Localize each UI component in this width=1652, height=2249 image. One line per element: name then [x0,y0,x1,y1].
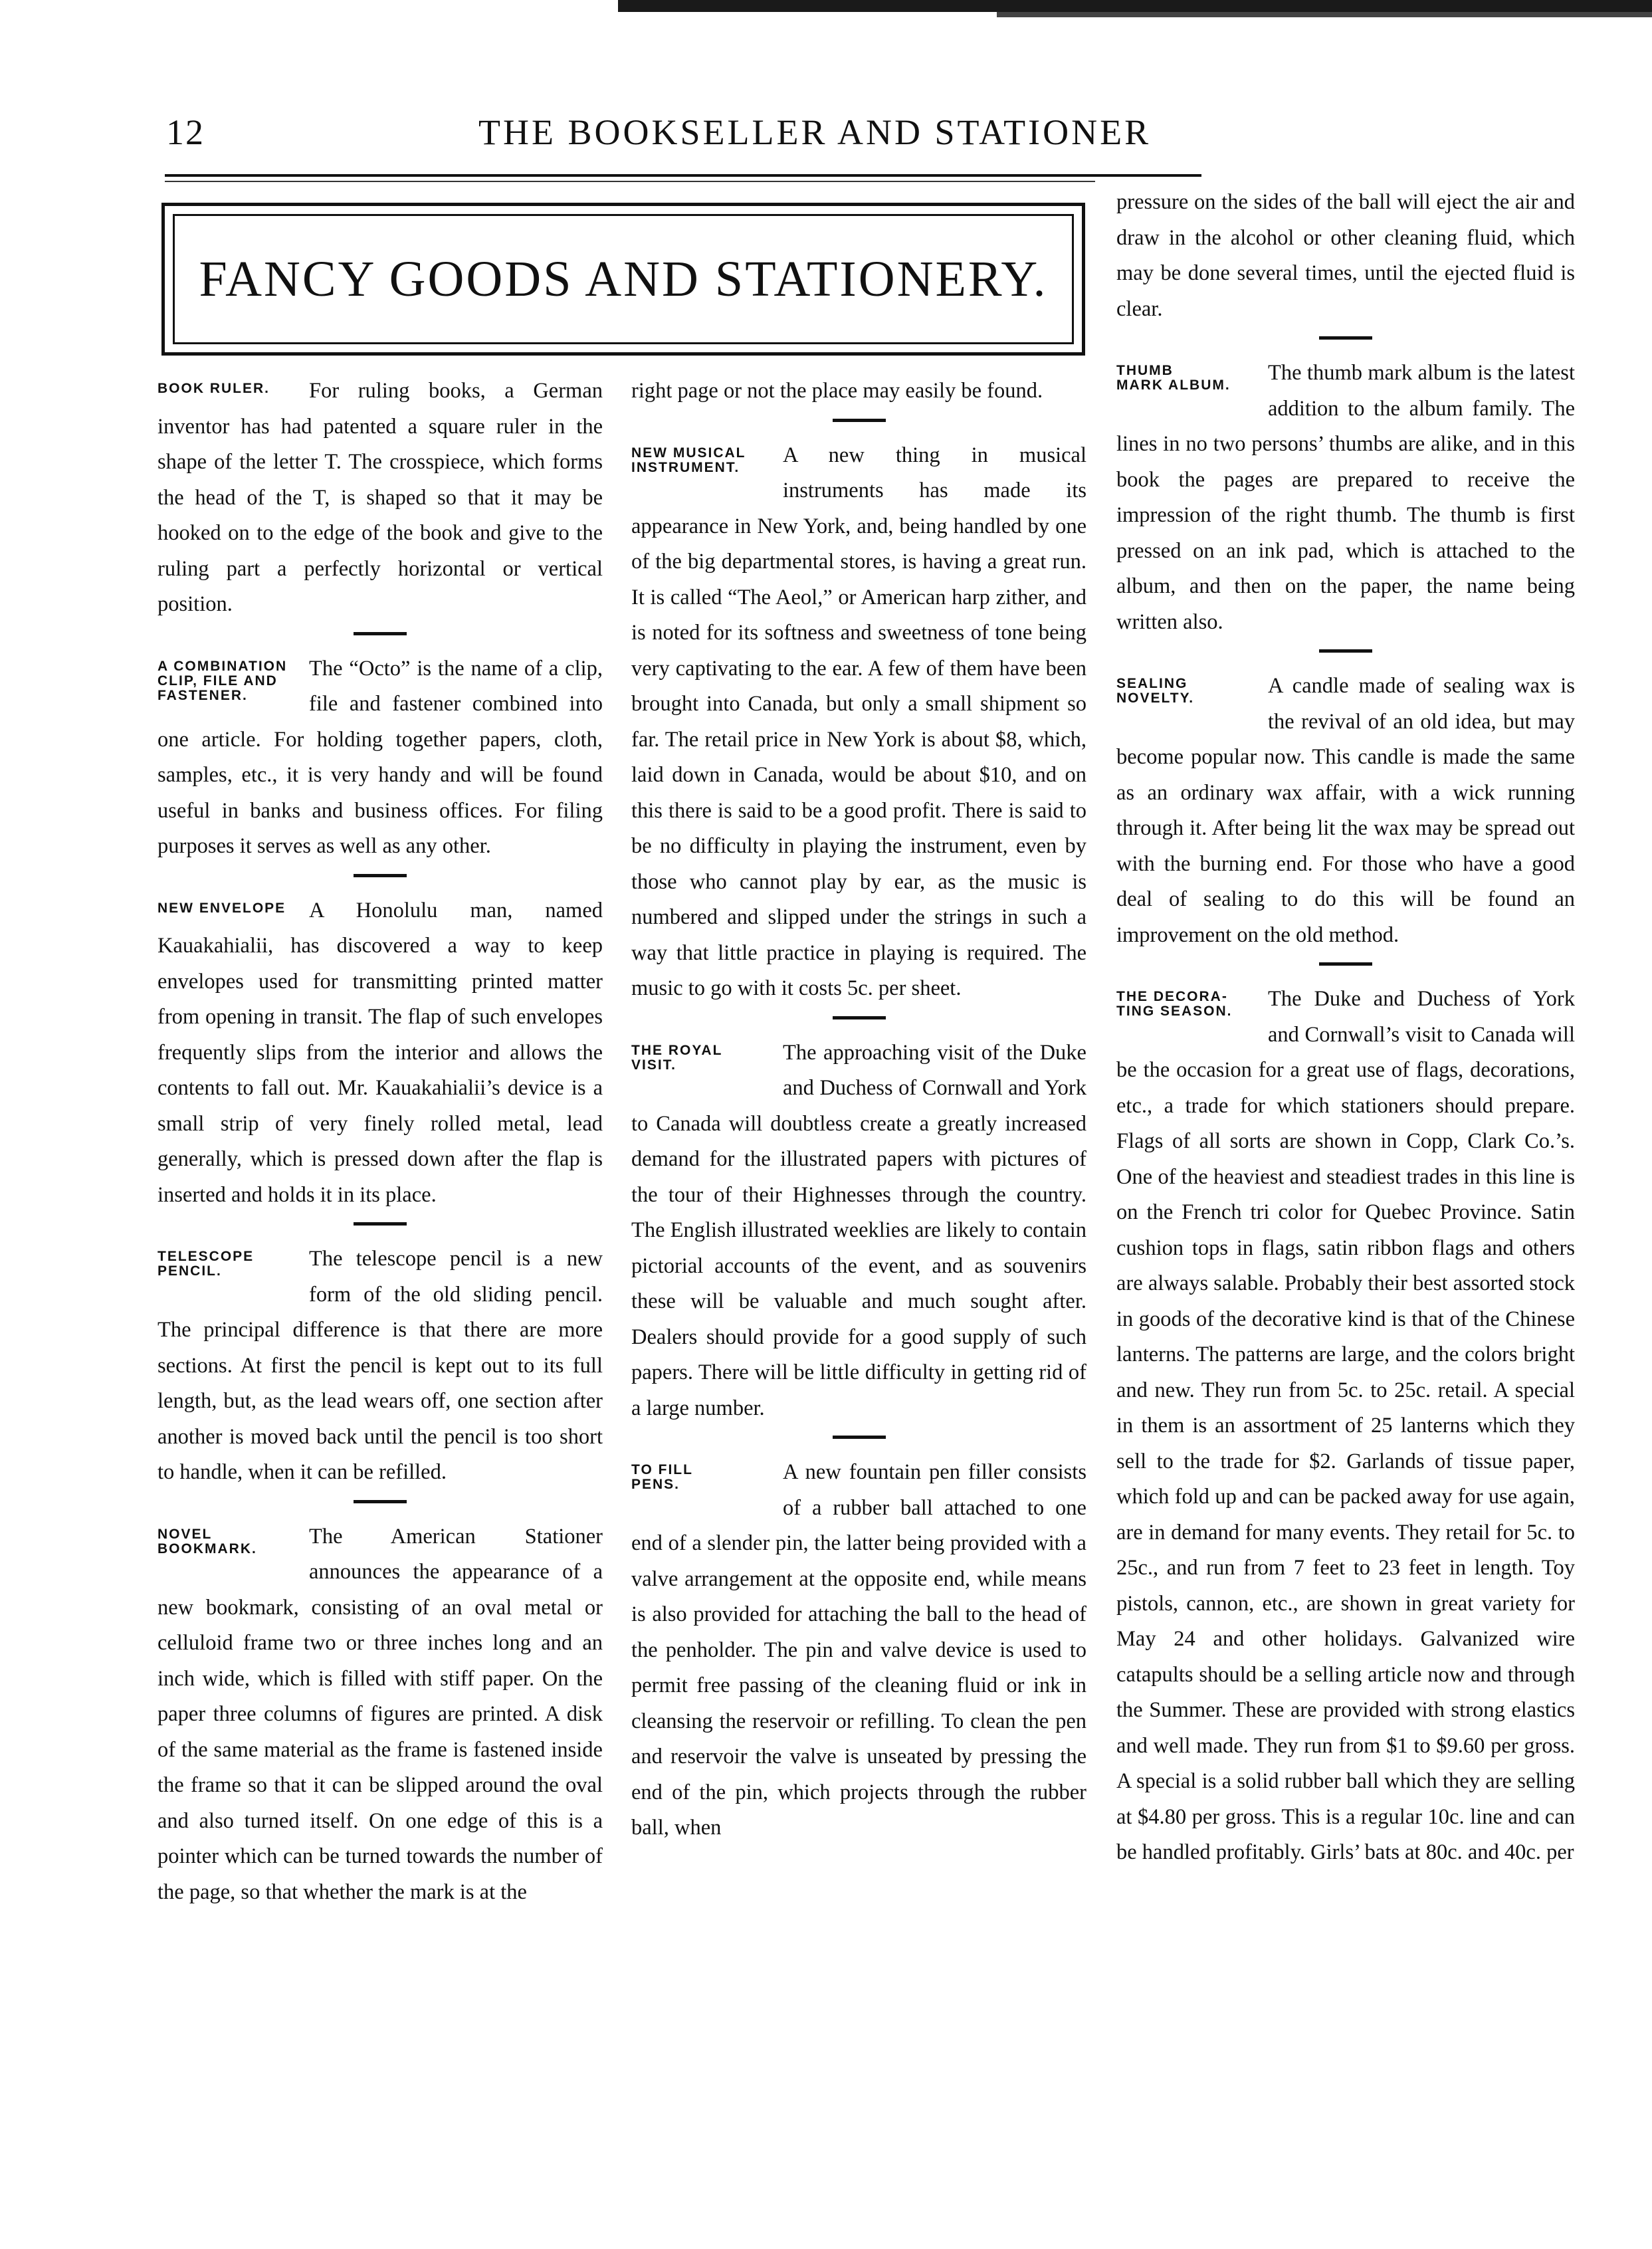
sidehead: NEW MUSICAL INSTRUMENT. [631,445,746,475]
article-separator [833,1016,886,1019]
sidehead: THUMB MARK ALBUM. [1116,363,1231,393]
column-1 [157,374,603,1910]
article-text: right page or not the place may easily be found. [631,379,1043,403]
article-separator [1319,962,1372,966]
article [631,1455,1086,1846]
running-header [166,112,1203,165]
sidehead: TELESCOPE PENCIL. [157,1249,255,1279]
section-title: FANCY GOODS AND STATIONERY. [199,251,1048,307]
article [1116,185,1575,327]
sidehead: NOVEL BOOKMARK. [157,1526,257,1556]
sidehead: SEALING NOVELTY. [1116,676,1195,706]
article-text: The telescope pencil is a new form of the old sliding pencil. The principal difference is that there are more sections. At first the pencil is kept out to its full length, but, as the lead wears off, one section after another is moved back until the pencil is too short to handle, when it can be refilled. [157,1247,603,1484]
article [1116,669,1575,953]
article-text: The American Stationer announces the appearance of a new bookmark, consisting of an oval metal or celluloid frame two or three inches long and an inch wide, which is filled with stiff paper. On the paper three columns of figures are printed. A disk of the same material as the frame is fastened inside the frame so that it can be slipped around the oval and also turned itself. On one edge of this is a pointer which can be turned towards the number of the page, so that whether the mark is at the [157,1524,603,1904]
article [1116,982,1575,1871]
sidehead: THE DECORA- TING SEASON. [1116,989,1233,1019]
page-number: 12 [166,112,205,152]
sidehead: A COMBINATION CLIP, FILE AND FASTENER. [157,658,288,703]
article-text: The “Octo” is the name of a clip, file and fastener combined into one article. For holding together papers, cloth, samples, etc., it is very handy and will be found useful in banks and business offices. For filing purposes it serves as well as any other. [157,656,603,858]
article-separator [1319,649,1372,653]
article-separator [354,874,407,877]
sidehead: THE ROYAL VISIT. [631,1042,723,1073]
article-text: A candle made of sealing wax is the revival of an old idea, but may become popular now. This candle is made the same as an ordinary wax affair, with a wick running through it. After being lit the wax may be spread out with the burning end. For those who have a good deal of sealing to do this will be found an improvement on the old method. [1116,674,1575,947]
article-separator [833,419,886,422]
sidehead: NEW ENVELOPE [157,900,286,916]
article-text: For ruling books, a German inventor has had patented a square ruler in the shape of the letter T. The crosspiece, which forms the head of the T, is shaped so that it may be hooked on to the edge of the book and give to the ruling part a perfectly horizontal or vertical position. [157,379,603,616]
article-separator [1319,336,1372,340]
article-separator [354,1222,407,1226]
article-text: A Honolulu man, named Kauakahialii, has discovered a way to keep envelopes used for transmitting printed matter from opening in transit. The flap of such envelopes frequently slips from the interior and allows the contents to fall out. Mr. Kauakahialii’s device is a small strip of very finely rolled metal, lead generally, which is pressed down after the flap is inserted and holds it in its place. [157,898,603,1207]
article-text: The approaching visit of the Duke and Duchess of Cornwall and York to Canada will doubtless create a greatly increased demand for the illustrated papers with pictures of the tour of their Highnesses through the country. The English illustrated weeklies are likely to contain pictorial accounts of the event, and as souvenirs these will be valuable and much sought after. Dealers should provide for a good supply of such papers. There will be little difficulty in getting rid of a large number. [631,1040,1087,1420]
article [157,1241,603,1491]
section-banner-inner [173,214,1074,344]
article [1116,356,1575,640]
article-text: The Duke and Duchess of York and Cornwall’s visit to Canada will be the occasion for a great use of flags, decorations, etc., a trade for which stationers should prepare. Flags of all sorts are shown in Copp, Clark Co.’s. One of the heaviest and steadiest trades in this line is on the French tri color for Quebec Province. Satin cushion tops in flags, satin ribbon flags and others are always salable. Probably their best assorted stock in goods of the decorative kind is that of the Chinese lanterns. The patterns are large, and the colors bright and new. They run from 5c. to 25c. retail. A special in them is an assortment of 25 lanterns which they sell to the trade for $2. Garlands of tissue paper, which fold up and can be packed away for use again, are in demand for many events. They retail for 5c. to 25c., and run from 7 feet to 23 feet in length. Toy pistols, cannon, etc., are shown in great variety for May 24 and other holidays. Galvanized wire catapults should be a selling article now and through the Summer. These are provided with strong elastics and well made. They run from $1 to $9.60 per gross. A special is a solid rubber ball which they are selling at $4.80 per gross. This is a regular 10c. line and can be handled profitably. Girls’ bats at 80c. and 40c. per [1116,987,1575,1864]
scan-edge-bar-lower [997,12,1652,17]
sidehead: BOOK RULER. [157,381,270,396]
article-separator [354,1500,407,1503]
article [157,374,603,623]
article [631,374,1086,409]
article-text: A new fountain pen filler consists of a rubber ball attached to one end of a slender pin, the latter being provided with a valve arrangement at the opposite end, while means is also provided for attaching the ball to the head of the penholder. The pin and valve device is used to permit free passing of the cleaning fluid or ink in cleansing the reservoir or refilling. To clean the pen and reservoir the valve is unseated by pressing the end of the pin, which projects through the rubber ball, when [631,1460,1086,1840]
journal-title: THE BOOKSELLER AND STATIONER [478,112,1152,152]
section-banner [161,203,1085,356]
article [157,1519,603,1911]
article-text: pressure on the sides of the ball will eject the air and draw in the alcohol or other cleaning fluid, which may be done several times, until the ejected fluid is clear. [1116,190,1575,321]
article-separator [833,1436,886,1439]
article [631,438,1086,1007]
column-3 [1116,185,1575,1871]
article-separator [354,632,407,635]
article [631,1035,1086,1427]
article [157,651,603,865]
article [157,893,603,1214]
sidehead: TO FILL PENS. [631,1462,693,1492]
article-text: A new thing in musical instruments has made its appearance in New York, and, being handled by one of the big departmental stores, is having a great run. It is called “The Aeol,” or American harp zither, and is noted for its softness and sweetness of tone being very captivating to the ear. A few of them have been brought into Canada, but only a small shipment so far. The retail price in New York is about $8, which, laid down in Canada, would be about $10, and on this there is said to be a good profit. There is said to be no difficulty in playing the instrument, even by those who cannot play by ear, as the music is numbered and slipped under the strings in such a way that little practice in playing is required. The music to go with it costs 5c. per sheet. [631,443,1086,1000]
article-text: The thumb mark album is the latest addition to the album family. The lines in no two persons’ thumbs are alike, and in this book the pages are prepared to receive the impression of the right thumb. The thumb is first pressed on an ink pad, which is attached to the album, and then on the paper, the name being written also. [1116,361,1575,634]
header-rule-thin [165,181,1095,182]
header-rule [165,174,1201,177]
scan-edge-bar [618,0,1652,12]
column-2 [631,374,1086,1846]
